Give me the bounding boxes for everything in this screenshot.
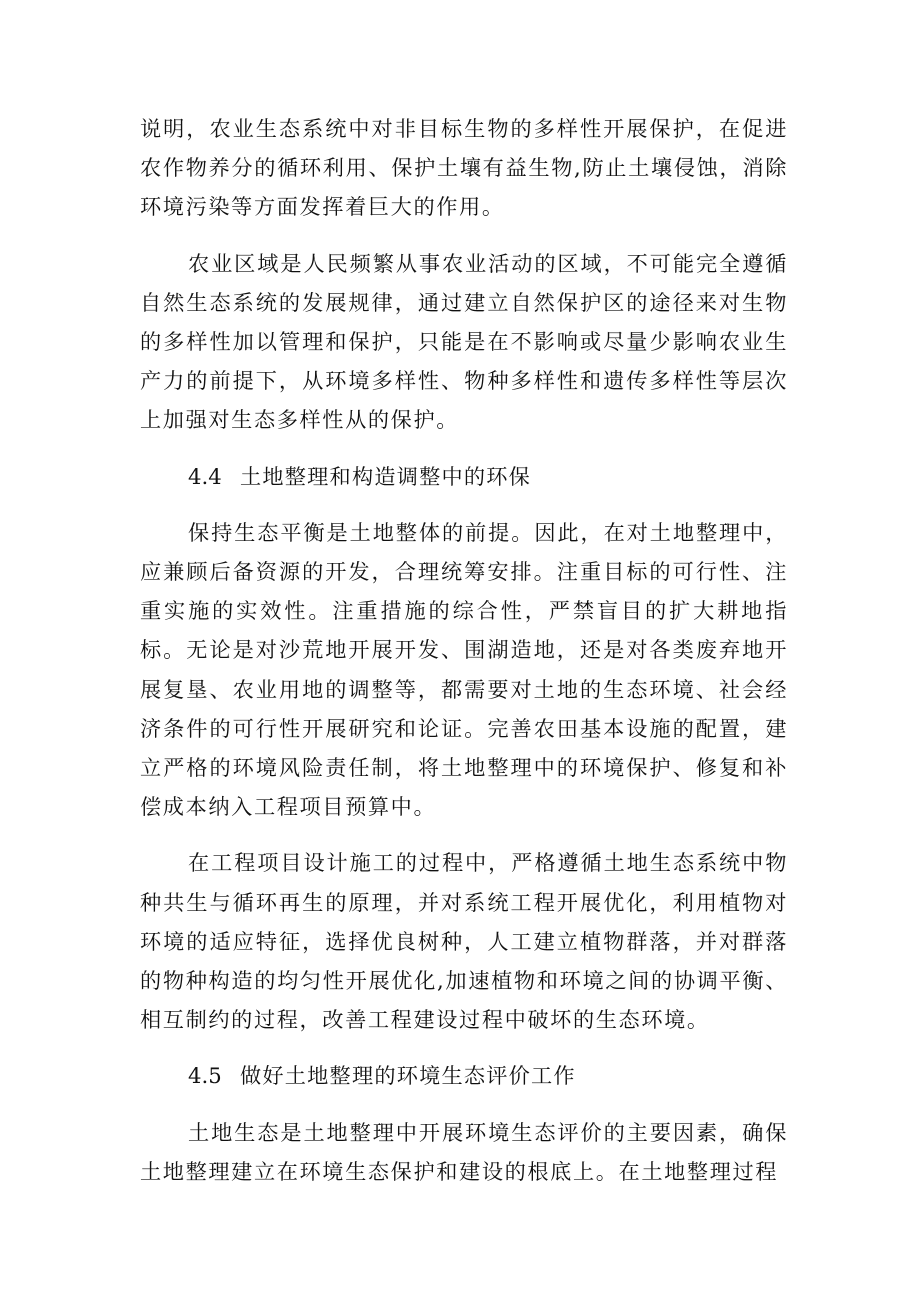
- document-body: [140, 109, 788, 1191]
- section-number: 4.4: [188, 463, 222, 489]
- paragraph-biodiversity-conclusion: 说明，农业生态系统中对非目标生物的多样性开展保护，在促进农作物养分的循环利用、保护土壤有益生物,防止土壤侵蚀，消除环境污染等方面发挥着巨大的作用。: [140, 116, 788, 220]
- paragraph-land-ecology: 土地生态是土地整理中开展环境生态评价的主要因素，确保土地整理建立在环境生态保护和建设的根底上。在土地整理过程: [140, 1119, 788, 1184]
- section-heading-4-5: [140, 1056, 788, 1095]
- paragraph-agricultural-region: 农业区域是人民频繁从事农业活动的区域，不可能完全遵循自然生态系统的发展规律，通过建立自然保护区的途径来对生物的多样性加以管理和保护，只能是在不影响或尽量少影响农业生产力的前提下，从环境多样性、物种多样性和遗传多样性等层次上加强对生态多样性从的保护。: [140, 250, 788, 433]
- paragraph-spacing: [140, 1096, 788, 1113]
- section-number: 4.5: [188, 1063, 222, 1089]
- paragraph-ecological-balance: 保持生态平衡是土地整体的前提。因此，在对土地整理中，应兼顾后备资源的开发，合理统筹安排。注重目标的可行性、注重实施的实效性。注重措施的综合性，严禁盲目的扩大耕地指标。无论是对沙荒地开展开发、围湖造地，还是对各类废弃地开展复垦、农业用地的调整等，都需要对土地的生态环境、社会经济条件的可行性开展研究和论证。完善农田基本设施的配置，建立严格的环境风险责任制，将土地整理中的环境保护、修复和补偿成本纳入工程项目预算中。: [140, 519, 788, 820]
- paragraph-spacing: [140, 227, 788, 244]
- paragraph-spacing: [140, 440, 788, 457]
- paragraph-spacing: [140, 826, 788, 843]
- section-title: 做好土地整理的环境生态评价工作: [240, 1063, 576, 1089]
- paragraph-project-design: 在工程项目设计施工的过程中，严格遵循土地生态系统中物种共生与循环再生的原理，并对系统工程开展优化，利用植物对环境的适应特征，选择优良树种，人工建立植物群落，并对群落的物种构造的均匀性开展优化,加速植物和环境之间的协调平衡、相互制约的过程，改善工程建设过程中破坏的生态环境。: [140, 850, 788, 1033]
- paragraph-spacing: [140, 496, 788, 513]
- paragraph-spacing: [140, 1039, 788, 1056]
- section-title: 土地整理和构造调整中的环保: [240, 463, 532, 489]
- section-heading-4-4: [140, 457, 788, 496]
